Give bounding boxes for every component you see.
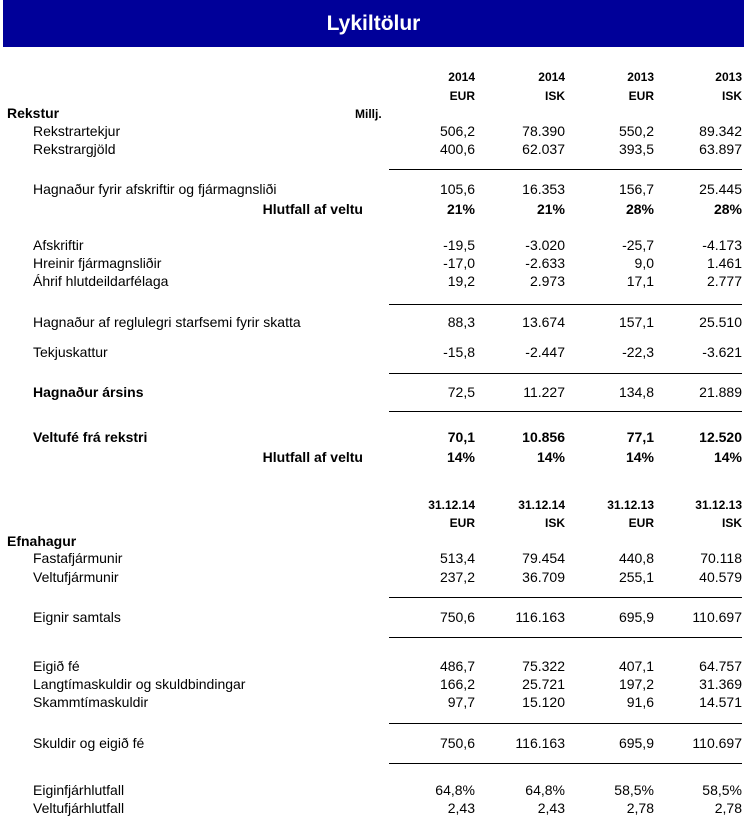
row-value: 40.579	[699, 569, 742, 585]
row-label: Veltufjármunir	[33, 569, 119, 585]
row-value: 255,1	[618, 569, 654, 585]
column-header-year: 2014	[538, 70, 565, 84]
row-label: Veltufé frá rekstri	[33, 429, 148, 445]
row-value: 91,6	[626, 694, 654, 710]
row-value: 14%	[713, 449, 742, 465]
row-label: Hagnaður fyrir afskriftir og fjármagnsliði	[33, 181, 277, 197]
rekstur-row	[0, 429, 747, 447]
separator-line	[389, 637, 742, 638]
row-label: Hagnaður ársins	[33, 384, 144, 400]
row-label: Hlutfall af veltu	[262, 449, 363, 465]
row-value: 77,1	[626, 429, 654, 445]
row-value: 12.520	[699, 429, 742, 445]
row-value: 10.856	[522, 429, 565, 445]
row-value: 97,7	[447, 694, 475, 710]
row-value: 2.973	[529, 273, 565, 289]
row-value: -25,7	[622, 237, 654, 253]
row-value: 15.120	[522, 694, 565, 710]
row-value: -19,5	[443, 237, 475, 253]
efnahagur-row	[0, 609, 747, 627]
efnahagur-row	[0, 694, 747, 712]
column-header-year: 2013	[715, 70, 742, 84]
separator-line	[389, 411, 742, 412]
row-label: Hlutfall af veltu	[262, 201, 363, 217]
efnahagur-row	[0, 569, 747, 587]
row-value: 64,8%	[525, 782, 565, 798]
row-value: 62.037	[522, 141, 565, 157]
column-header-date: 31.12.13	[607, 498, 654, 512]
row-value: 75.322	[522, 658, 565, 674]
column-header-currency: ISK	[544, 89, 565, 103]
separator-line	[389, 723, 742, 724]
row-value: 695,9	[618, 609, 654, 625]
column-header-date: 31.12.14	[518, 498, 565, 512]
row-value: 21%	[536, 201, 565, 217]
row-value: 2,78	[714, 800, 742, 816]
unit-label: Millj.	[355, 107, 382, 121]
row-value: -2.447	[525, 344, 565, 360]
row-value: 89.342	[699, 123, 742, 139]
efnahagur-row	[0, 676, 747, 694]
row-value: 79.454	[522, 550, 565, 566]
row-value: 13.674	[522, 314, 565, 330]
rekstur-row	[0, 384, 747, 402]
rekstur-row	[0, 201, 747, 219]
row-value: 16.353	[522, 181, 565, 197]
row-value: 197,2	[618, 676, 654, 692]
row-value: 11.227	[523, 384, 565, 400]
row-value: 14%	[536, 449, 565, 465]
rekstur-row	[0, 314, 747, 332]
row-value: 21%	[446, 201, 475, 217]
separator-line	[389, 169, 742, 170]
row-label: Skammtímaskuldir	[33, 694, 149, 710]
row-value: 14%	[625, 449, 654, 465]
row-value: -17,0	[443, 255, 475, 271]
rekstur-row	[0, 141, 747, 159]
row-label: Afskriftir	[33, 237, 84, 253]
section-title-rekstur: Rekstur	[7, 105, 60, 121]
row-value: 157,1	[618, 314, 654, 330]
separator-line	[389, 304, 742, 305]
row-value: 750,6	[439, 609, 475, 625]
column-header-currency: ISK	[721, 89, 742, 103]
section-title-efnahagur: Efnahagur	[7, 533, 77, 549]
row-value: -15,8	[443, 344, 475, 360]
row-value: 17,1	[626, 273, 654, 289]
row-label: Fastafjármunir	[33, 550, 123, 566]
row-value: 9,0	[634, 255, 654, 271]
column-header-year: 2014	[448, 70, 475, 84]
row-value: -22,3	[622, 344, 654, 360]
row-value: 14.571	[699, 694, 742, 710]
efnahagur-row	[0, 800, 747, 818]
row-value: 440,8	[618, 550, 654, 566]
row-value: 486,7	[439, 658, 475, 674]
separator-line	[389, 597, 742, 598]
row-label: Eiginfjárhlutfall	[33, 782, 125, 798]
row-value: 116.163	[515, 609, 565, 625]
row-value: 14%	[446, 449, 475, 465]
row-label: Langtímaskuldir og skuldbindingar	[33, 676, 246, 692]
row-value: 110.697	[692, 609, 742, 625]
row-value: -2.633	[525, 255, 565, 271]
row-value: 550,2	[618, 123, 654, 139]
row-value: 28%	[713, 201, 742, 217]
row-value: 156,7	[618, 181, 654, 197]
row-value: 400,6	[439, 141, 475, 157]
row-label: Áhrif hlutdeildarfélaga	[33, 273, 169, 289]
row-value: 31.369	[699, 676, 742, 692]
column-header-date: 31.12.13	[695, 498, 742, 512]
row-value: -3.020	[525, 237, 565, 253]
efnahagur-row	[0, 735, 747, 753]
row-value: -3.621	[702, 344, 742, 360]
page-title: Lykiltölur	[326, 11, 421, 35]
row-label: Rekstrartekjur	[33, 123, 121, 139]
row-value: 2.777	[706, 273, 742, 289]
rekstur-row	[0, 123, 747, 141]
row-value: 70,1	[447, 429, 475, 445]
row-value: 407,1	[618, 658, 654, 674]
row-value: 506,2	[439, 123, 475, 139]
row-value: 28%	[625, 201, 654, 217]
column-header-currency: EUR	[449, 516, 475, 530]
row-label: Rekstrargjöld	[33, 141, 116, 157]
row-value: 64.757	[699, 658, 742, 674]
column-header-date: 31.12.14	[428, 498, 475, 512]
rekstur-row	[0, 449, 747, 467]
row-value: 25.721	[522, 676, 565, 692]
row-value: 750,6	[439, 735, 475, 751]
row-value: 1.461	[706, 255, 742, 271]
row-label: Eigið fé	[33, 658, 80, 674]
row-value: 21.889	[699, 384, 742, 400]
rekstur-row	[0, 344, 747, 362]
row-label: Veltufjárhlutfall	[33, 800, 125, 816]
rekstur-row	[0, 273, 747, 291]
row-value: 105,6	[439, 181, 475, 197]
row-value: 25.510	[699, 314, 742, 330]
row-value: 58,5%	[614, 782, 654, 798]
row-label: Hreinir fjármagnsliðir	[33, 255, 162, 271]
row-value: 513,4	[439, 550, 475, 566]
row-value: 63.897	[699, 141, 742, 157]
row-value: 88,3	[447, 314, 475, 330]
separator-line	[389, 763, 742, 764]
row-value: 110.697	[692, 735, 742, 751]
row-value: 64,8%	[435, 782, 475, 798]
row-value: 36.709	[522, 569, 565, 585]
rekstur-row	[0, 181, 747, 199]
row-value: 72,5	[447, 384, 475, 400]
column-header-currency: ISK	[544, 516, 565, 530]
row-value: 2,43	[447, 800, 475, 816]
row-label: Eignir samtals	[33, 609, 121, 625]
row-value: 2,43	[537, 800, 565, 816]
row-value: 70.118	[700, 550, 742, 566]
column-header-currency: EUR	[628, 89, 654, 103]
rekstur-row	[0, 237, 747, 255]
efnahagur-row	[0, 658, 747, 676]
row-label: Skuldir og eigið fé	[33, 735, 145, 751]
row-value: 58,5%	[702, 782, 742, 798]
efnahagur-row	[0, 550, 747, 568]
rekstur-row	[0, 255, 747, 273]
row-value: -4.173	[702, 237, 742, 253]
row-label: Hagnaður af reglulegri starfsemi fyrir skatta	[33, 314, 301, 330]
column-header-year: 2013	[627, 70, 654, 84]
row-value: 134,8	[618, 384, 654, 400]
column-header-currency: ISK	[721, 516, 742, 530]
row-value: 695,9	[618, 735, 654, 751]
row-value: 19,2	[447, 273, 475, 289]
row-value: 237,2	[439, 569, 475, 585]
separator-line	[389, 373, 742, 374]
title-banner	[3, 0, 744, 47]
column-header-currency: EUR	[449, 89, 475, 103]
row-value: 78.390	[522, 123, 565, 139]
row-value: 2,78	[626, 800, 654, 816]
row-value: 25.445	[699, 181, 742, 197]
column-header-currency: EUR	[628, 516, 654, 530]
efnahagur-row	[0, 782, 747, 800]
row-value: 116.163	[515, 735, 565, 751]
row-label: Tekjuskattur	[33, 344, 108, 360]
row-value: 166,2	[439, 676, 475, 692]
row-value: 393,5	[618, 141, 654, 157]
